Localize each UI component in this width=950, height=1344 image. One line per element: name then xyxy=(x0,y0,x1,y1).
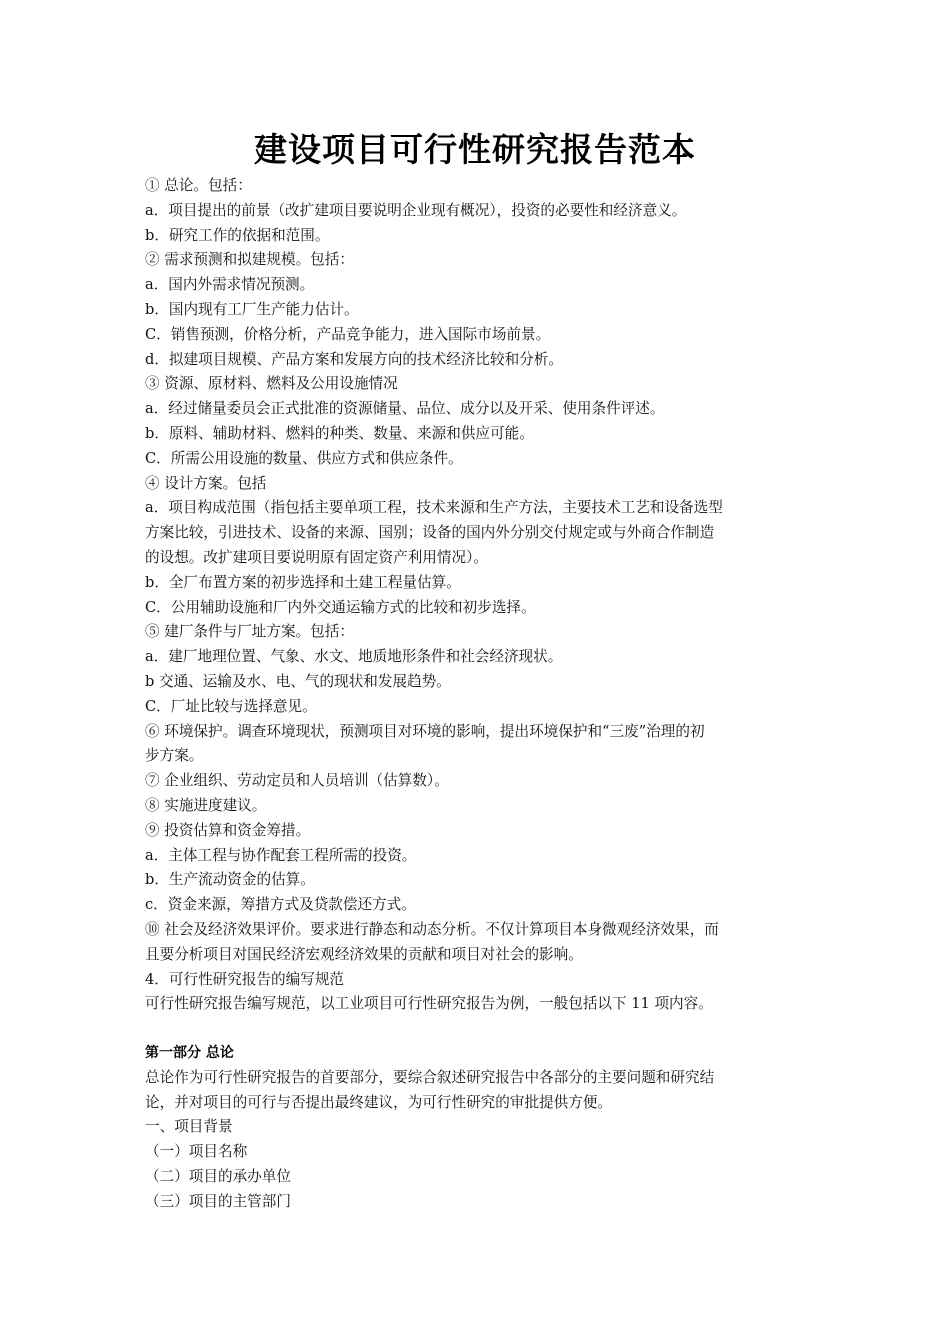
text-line: ⑩ 社会及经济效果评价。要求进行静态和动态分析。不仅计算项目本身微观经济效果，而 xyxy=(145,920,719,938)
text-line: a．国内外需求情况预测。 xyxy=(145,276,315,294)
text-line: 且要分析项目对国民经济宏观经济效果的贡献和项目对社会的影响。 xyxy=(145,945,583,963)
text-line: d．拟建项目规模、产品方案和发展方向的技术经济比较和分析。 xyxy=(145,350,563,368)
text-line: a．项目构成范围（指包括主要单项工程，技术来源和生产方法，主要技术工艺和设备选型 xyxy=(145,499,723,517)
text-line: （二）项目的承办单位 xyxy=(145,1168,291,1186)
text-line: b．国内现有工厂生产能力估计。 xyxy=(145,300,359,318)
text-line: 方案比较，引进技术、设备的来源、国别；设备的国内外分别交付规定或与外商合作制造 xyxy=(145,524,715,542)
text-line: b．生产流动资金的估算。 xyxy=(145,871,315,889)
text-line: ③ 资源、原材料、燃料及公用设施情况 xyxy=(145,375,398,393)
text-line: ④ 设计方案。包括 xyxy=(145,474,267,492)
text-line: 论，并对项目的可行与否提出最终建议，为可行性研究的审批提供方便。 xyxy=(145,1093,613,1111)
text-line: （一）项目名称 xyxy=(145,1143,248,1161)
text-line: 总论作为可行性研究报告的首要部分，要综合叙述研究报告中各部分的主要问题和研究结 xyxy=(145,1068,715,1086)
text-line: C．公用辅助设施和厂内外交通运输方式的比较和初步选择。 xyxy=(145,598,536,616)
text-line: ⑧ 实施进度建议。 xyxy=(145,796,267,814)
document-title: 建设项目可行性研究报告范本 xyxy=(254,130,696,169)
text-line: 的设想。改扩建项目要说明原有固定资产利用情况）。 xyxy=(145,548,488,566)
paragraph-gap xyxy=(145,1017,810,1041)
text-line: ⑨ 投资估算和资金筹措。 xyxy=(145,821,311,839)
text-line: ① 总论。包括： xyxy=(145,177,252,194)
text-line: 4．可行性研究报告的编写规范 xyxy=(145,970,345,988)
text-line: ⑥ 环境保护。调查环境现状，预测项目对环境的影响，提出环境保护和“三废”治理的初 xyxy=(145,722,705,740)
text-line: b．原料、辅助材料、燃料的种类、数量、来源和供应可能。 xyxy=(145,424,534,442)
section-heading: 第一部分 总论 xyxy=(145,1045,234,1062)
text-line: b 交通、运输及水、电、气的现状和发展趋势。 xyxy=(145,672,451,690)
text-line: a．经过储量委员会正式批准的资源储量、品位、成分以及开采、使用条件评述。 xyxy=(145,400,665,418)
text-line: 一、项目背景 xyxy=(145,1118,233,1136)
document-body xyxy=(145,174,810,1215)
text-line: ⑦ 企业组织、劳动定员和人员培训（估算数）。 xyxy=(145,772,449,790)
text-line: a．建厂地理位置、气象、水文、地质地形条件和社会经济现状。 xyxy=(145,648,563,666)
text-line: C．厂址比较与选择意见。 xyxy=(145,697,317,715)
text-line: （三）项目的主管部门 xyxy=(145,1192,291,1210)
text-line: ② 需求预测和拟建规模。包括： xyxy=(145,251,354,269)
text-line: 步方案。 xyxy=(145,747,204,765)
text-line: c．资金来源，筹措方式及贷款偿还方式。 xyxy=(145,896,416,914)
text-line: a．项目提出的前景（改扩建项目要说明企业现有概况），投资的必要性和经济意义。 xyxy=(145,201,687,219)
text-line: a．主体工程与协作配套工程所需的投资。 xyxy=(145,846,417,864)
text-line: ⑤ 建厂条件与厂址方案。包括： xyxy=(145,623,354,641)
text-line: 可行性研究报告编写规范，以工业项目可行性研究报告为例，一般包括以下 11 项内容。 xyxy=(145,995,713,1013)
text-line: C．所需公用设施的数量、供应方式和供应条件。 xyxy=(145,449,463,467)
text-line: C．销售预测，价格分析，产品竞争能力，进入国际市场前景。 xyxy=(145,325,551,343)
text-line: b．研究工作的依据和范围。 xyxy=(145,226,330,244)
text-line: b．全厂布置方案的初步选择和土建工程量估算。 xyxy=(145,573,461,591)
